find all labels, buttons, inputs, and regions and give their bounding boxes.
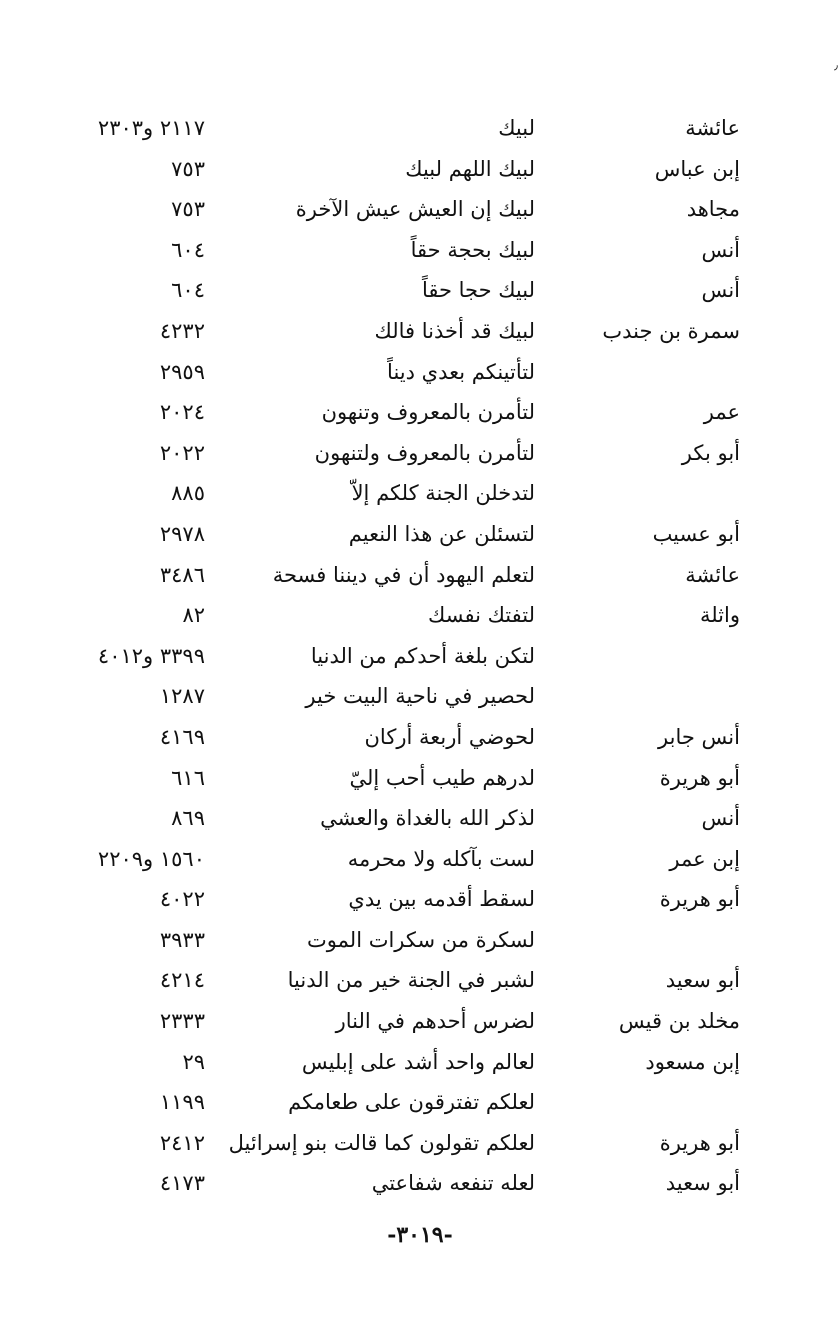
hadith-opening: لبيك قد أخذنا فالك	[374, 318, 535, 343]
narrator-name: عائشة	[685, 562, 740, 587]
index-row	[60, 392, 740, 433]
hadith-opening: لتفتك نفسك	[428, 603, 535, 628]
narrator-name: إبن عمر	[669, 846, 740, 871]
index-row	[60, 311, 740, 352]
narrator-name: أنس	[701, 237, 740, 262]
narrator-name: إبن عباس	[654, 156, 740, 181]
index-row	[60, 473, 740, 514]
hadith-reference-number: ٢٠٢٤	[159, 400, 205, 425]
hadith-reference-number: ٣٤٨٦	[159, 562, 205, 587]
narrator-name: أبو بكر	[681, 440, 740, 465]
index-row	[60, 189, 740, 230]
hadith-opening: لشبر في الجنة خير من الدنيا	[287, 968, 535, 993]
index-row	[60, 149, 740, 190]
index-row	[60, 879, 740, 920]
index-row	[60, 676, 740, 717]
hadith-reference-number: ٧٥٣	[171, 197, 205, 222]
hadith-reference-number: ٨٢	[182, 603, 205, 628]
index-row	[60, 636, 740, 677]
index-row	[60, 1123, 740, 1164]
hadith-reference-number: ٢٣٣٣	[159, 1009, 205, 1034]
hadith-reference-number: ١١٩٩	[159, 1090, 205, 1115]
narrator-name: عائشة	[685, 116, 740, 140]
hadith-opening: لبيك بحجة حقاً	[410, 237, 535, 262]
narrator-name: إبن مسعود	[645, 1049, 740, 1074]
hadith-opening: لتكن بلغة أحدكم من الدنيا	[310, 643, 535, 668]
hadith-reference-number: ٣٩٣٣	[159, 927, 205, 952]
index-row	[60, 1082, 740, 1123]
hadith-opening: لتسئلن عن هذا النعيم	[348, 521, 535, 546]
narrator-name: أبو عسيب	[652, 521, 740, 546]
narrator-name: مخلد بن قيس	[618, 1009, 740, 1034]
narrator-name: أنس	[701, 806, 740, 831]
index-row	[60, 230, 740, 271]
edge-mark: ٫	[834, 58, 838, 72]
hadith-opening: لست بآكله ولا محرمه	[347, 846, 535, 871]
index-row	[60, 270, 740, 311]
hadith-reference-number: ٤١٧٣	[159, 1171, 205, 1196]
hadith-opening: لتأتينكم بعدي ديناً	[387, 359, 535, 384]
narrator-name: أبو سعيد	[665, 968, 740, 993]
index-row	[60, 717, 740, 758]
narrator-name: سمرة بن جندب	[602, 318, 740, 343]
narrator-name: واثلة	[699, 603, 740, 628]
narrator-name: أبو هريرة	[659, 765, 740, 790]
hadith-reference-number: ٢٩	[182, 1049, 205, 1074]
narrator-name: أبو هريرة	[659, 887, 740, 912]
index-row	[60, 514, 740, 555]
hadith-reference-number: ٦٠٤	[171, 237, 205, 262]
narrator-name: أنس جابر	[658, 724, 740, 749]
narrator-name: أبو سعيد	[665, 1171, 740, 1196]
narrator-name: مجاهد	[686, 197, 740, 222]
hadith-opening: لدرهم طيب أحب إليّ	[349, 765, 535, 790]
hadith-opening: لضرس أحدهم في النار	[335, 1009, 535, 1034]
hadith-opening: لسكرة من سكرات الموت	[307, 927, 535, 952]
narrator-name: أنس	[701, 278, 740, 303]
index-row	[60, 352, 740, 393]
index-row	[60, 920, 740, 961]
hadith-opening: لبيك إن العيش عيش الآخرة	[295, 197, 535, 222]
narrator-name: عمر	[703, 400, 740, 425]
index-row	[60, 595, 740, 636]
hadith-reference-number: ١٢٨٧	[159, 684, 205, 709]
hadith-reference-number: ٢٠٢٢	[159, 440, 205, 465]
narrator-name: أبو هريرة	[659, 1130, 740, 1155]
hadith-reference-number: ٢٤١٢	[159, 1130, 205, 1155]
hadith-reference-number: ٤٠٢٢	[159, 887, 205, 912]
hadith-opening: لبيك	[498, 116, 535, 140]
index-row	[60, 960, 740, 1001]
page-number: -٣٠١٩-	[387, 1222, 453, 1248]
index-row	[60, 1042, 740, 1083]
hadith-reference-number: ٢٩٧٨	[159, 521, 205, 546]
hadith-reference-number: ٧٥٣	[171, 156, 205, 181]
hadith-opening: لعله تنفعه شفاعتي	[371, 1171, 535, 1196]
index-row	[60, 758, 740, 799]
hadith-reference-number: ٣٣٩٩ و٤٠١٢	[97, 643, 205, 668]
hadith-opening: لتأمرن بالمعروف وتنهون	[321, 400, 535, 425]
index-row	[60, 555, 740, 596]
hadith-opening: لبيك اللهم لبيك	[405, 156, 535, 181]
hadith-opening: لتدخلن الجنة كلكم إلاّ	[351, 481, 535, 506]
hadith-reference-number: ٨٦٩	[171, 806, 205, 831]
hadith-opening: لذكر الله بالغداة والعشي	[320, 806, 535, 831]
hadith-opening: لعلكم تفترقون على طعامكم	[288, 1090, 535, 1115]
index-row	[60, 839, 740, 880]
hadith-index-table	[60, 108, 740, 1204]
hadith-reference-number: ٦٠٤	[171, 278, 205, 303]
index-row	[60, 1001, 740, 1042]
hadith-opening: لحصير في ناحية البيت خير	[305, 684, 535, 709]
index-row	[60, 108, 740, 149]
hadith-opening: لحوضي أربعة أركان	[364, 724, 535, 749]
hadith-reference-number: ٨٨٥	[171, 481, 205, 506]
hadith-opening: لعلكم تقولون كما قالت بنو إسرائيل	[228, 1130, 535, 1155]
hadith-reference-number: ٤١٦٩	[159, 724, 205, 749]
hadith-reference-number: ١٥٦٠ و٢٢٠٩	[97, 846, 205, 871]
hadith-reference-number: ٤٢٣٢	[159, 318, 205, 343]
index-row	[60, 433, 740, 474]
hadith-opening: لعالم واحد أشد على إبليس	[301, 1049, 535, 1074]
hadith-reference-number: ٦١٦	[171, 765, 205, 790]
hadith-reference-number: ٢٩٥٩	[159, 359, 205, 384]
hadith-opening: لتعلم اليهود أن في ديننا فسحة	[272, 562, 535, 587]
hadith-opening: لسقط أقدمه بين يدي	[348, 887, 535, 912]
hadith-opening: لتأمرن بالمعروف ولتنهون	[314, 440, 535, 465]
hadith-opening: لبيك حجا حقاً	[421, 278, 535, 303]
index-row	[60, 1163, 740, 1204]
index-row	[60, 798, 740, 839]
hadith-reference-number: ٢١١٧ و٢٣٠٣	[97, 116, 205, 140]
hadith-reference-number: ٤٢١٤	[159, 968, 205, 993]
